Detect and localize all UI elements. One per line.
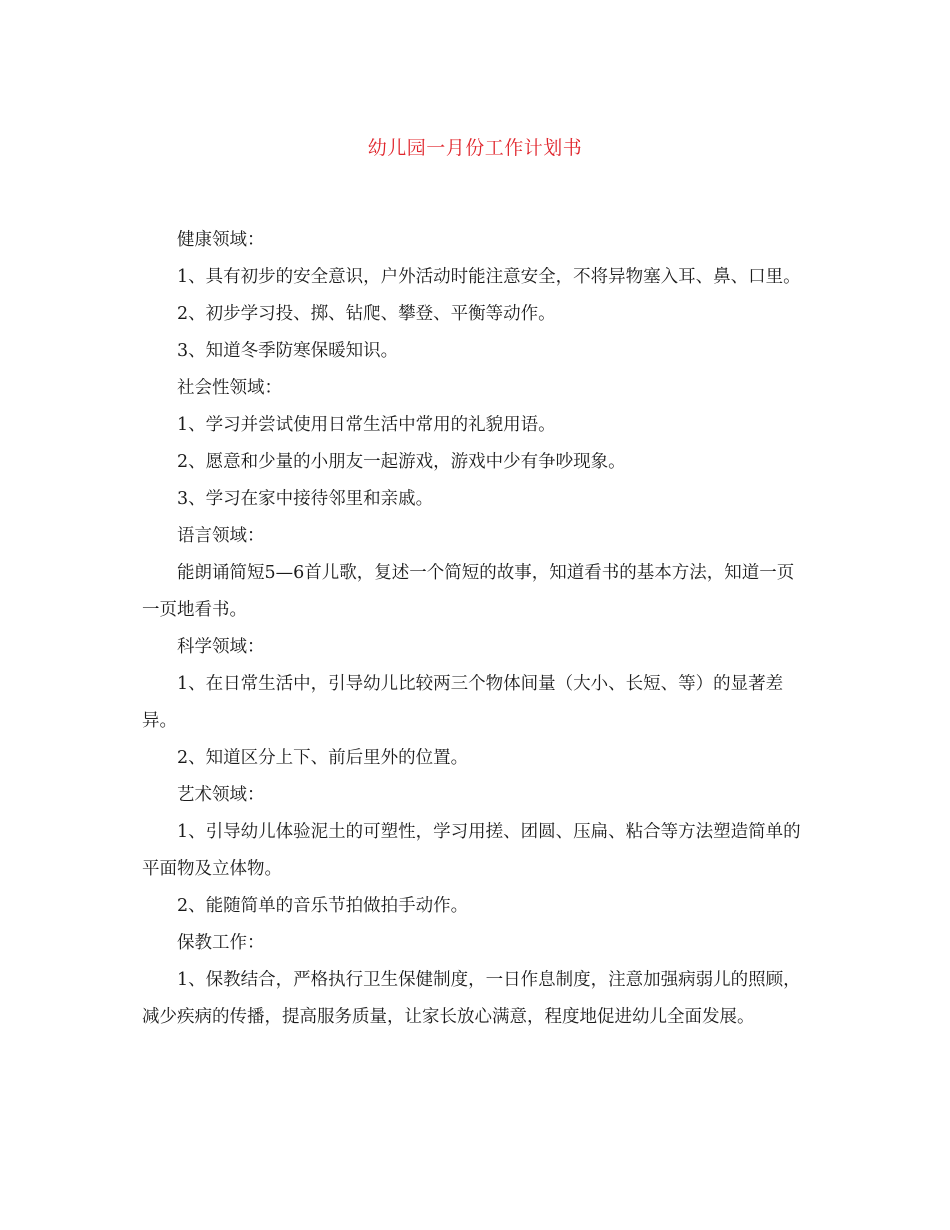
language-item-1: 能朗诵简短5—6首儿歌，复述一个简短的故事，知道看书的基本方法，知道一页一页地看书。 [142,563,795,620]
art-item-2: 2、能随简单的音乐节拍做拍手动作。 [177,896,469,916]
section-heading-art: 艺术领域： [177,785,265,805]
section-heading-health: 健康领域： [177,230,265,250]
science-item-1: 1、在日常生活中，引导幼儿比较两三个物体间量（大小、长短、等）的显著差异。 [142,674,784,731]
section-heading-science: 科学领域： [177,637,265,657]
section-heading-social: 社会性领域： [177,378,282,398]
section-heading-language: 语言领域： [177,526,265,546]
social-item-1: 1、学习并尝试使用日常生活中常用的礼貌用语。 [177,415,556,435]
document-body [142,222,808,1036]
document-title: 幼儿园一月份工作计划书 [367,137,583,159]
science-item-2: 2、知道区分上下、前后里外的位置。 [177,748,469,768]
health-item-2: 2、初步学习投、掷、钻爬、攀登、平衡等动作。 [177,304,556,324]
social-item-2: 2、愿意和少量的小朋友一起游戏，游戏中少有争吵现象。 [177,452,626,472]
section-heading-care: 保教工作： [177,933,265,953]
health-item-3: 3、知道冬季防寒保暖知识。 [177,341,399,361]
art-item-1: 1、引导幼儿体验泥土的可塑性，学习用搓、团圆、压扁、粘合等方法塑造简单的平面物及立体物。 [142,822,801,879]
health-item-1: 1、具有初步的安全意识，户外活动时能注意安全，不将异物塞入耳、鼻、口里。 [177,267,801,287]
care-item-1: 1、保教结合，严格执行卫生保健制度，一日作息制度，注意加强病弱儿的照顾，减少疾病的传播，提高服务质量，让家长放心满意，程度地促进幼儿全面发展。 [142,970,801,1027]
social-item-3: 3、学习在家中接待邻里和亲戚。 [177,489,434,509]
